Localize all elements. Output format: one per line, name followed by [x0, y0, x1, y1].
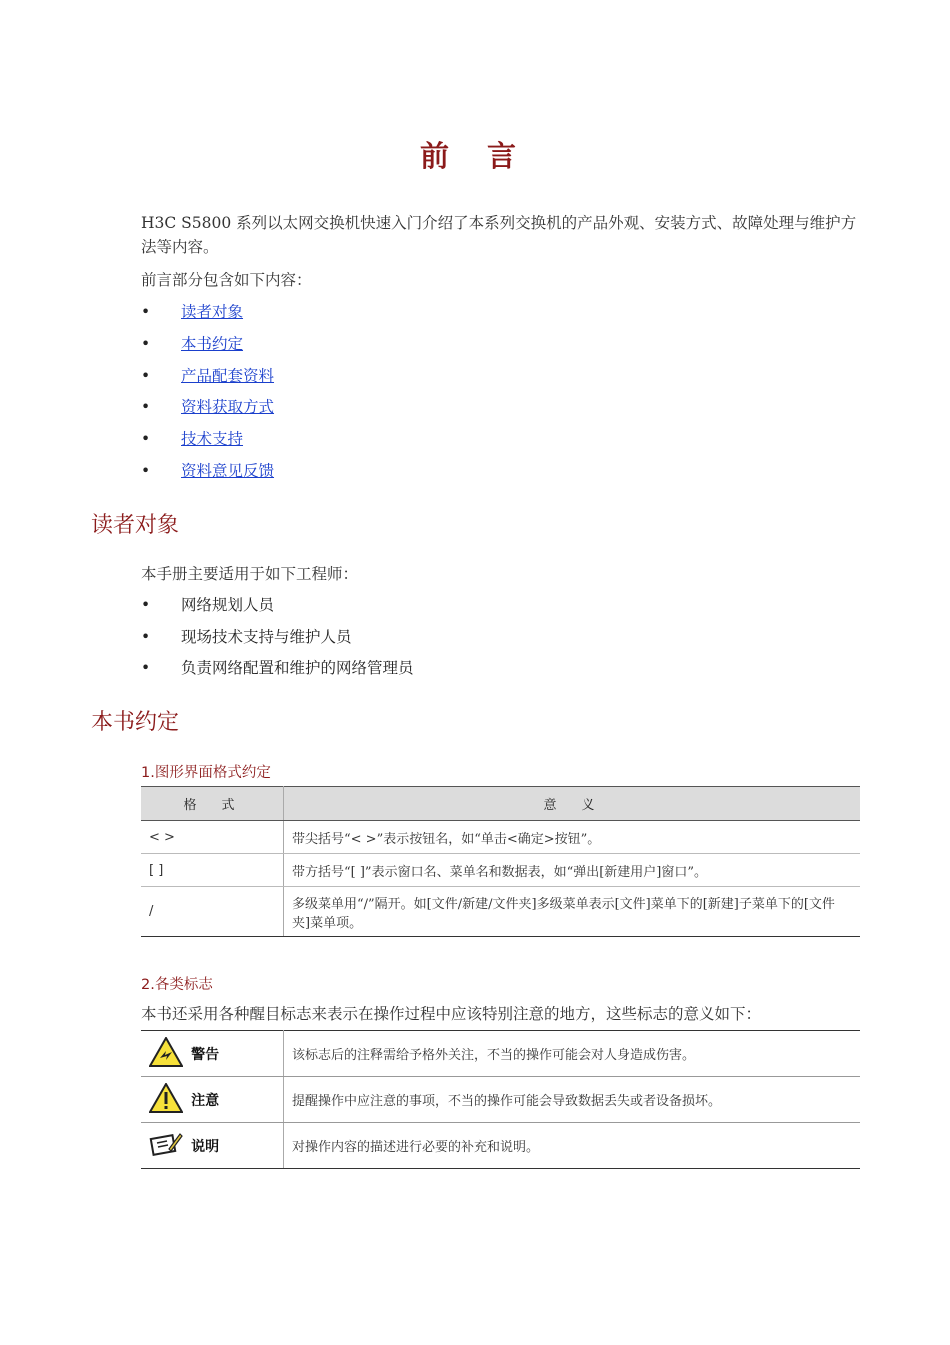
intro-lead: 前言部分包含如下内容：	[141, 271, 312, 289]
table-row	[141, 887, 860, 937]
sign-text: 对操作内容的描述进行必要的补充和说明。	[284, 1123, 861, 1169]
page-title: 前 言	[419, 139, 531, 173]
sign-label: 说明	[191, 1138, 220, 1155]
section-heading-readers: 读者对象	[91, 513, 180, 538]
toc-link[interactable]: 产品配套资料	[181, 367, 275, 385]
table-row	[141, 854, 860, 887]
table-row	[141, 1077, 860, 1123]
signs-table	[141, 1030, 860, 1169]
signs-lead: 本书还采用各种醒目标志来表示在操作过程中应该特别注意的地方，这些标志的意义如下：	[141, 1005, 762, 1023]
intro-paragraph: H3C S5800 系列以太网交换机快速入门介绍了本系列交换机的产品外观、安装方式、故障处理与维护方法等内容。	[141, 214, 857, 256]
table-header: 意 义	[284, 787, 861, 821]
table-cell: 多级菜单用“/”隔开。如[文件/新建/文件夹]多级菜单表示[文件]菜单下的[新建]子菜单下的[文件夹]菜单项。	[284, 887, 861, 937]
toc-link[interactable]: 技术支持	[181, 430, 244, 448]
toc-link[interactable]: 本书约定	[181, 335, 244, 353]
subheading-gui: 1.图形界面格式约定	[141, 765, 271, 781]
toc-link[interactable]: 读者对象	[181, 303, 244, 321]
reader-item-text: 现场技术支持与维护人员	[181, 628, 352, 646]
table-row	[141, 821, 860, 854]
subheading-signs: 2.各类标志	[141, 977, 213, 993]
warning-icon	[149, 1037, 183, 1071]
table-row	[141, 1031, 860, 1077]
sign-text: 提醒操作中应注意的事项，不当的操作可能会导致数据丢失或者设备损坏。	[284, 1077, 861, 1123]
sign-text: 该标志后的注释需给予格外关注，不当的操作可能会对人身造成伤害。	[284, 1031, 861, 1077]
sign-label: 注意	[191, 1092, 220, 1109]
reader-item-text: 负责网络配置和维护的网络管理员	[181, 659, 414, 677]
note-icon	[149, 1129, 183, 1163]
table-cell: /	[141, 887, 284, 937]
table-cell: 带方括号“[ ]”表示窗口名、菜单名和数据表，如“弹出[新建用户]窗口”。	[284, 854, 861, 887]
table-cell: [ ]	[141, 854, 284, 887]
toc-link[interactable]: 资料获取方式	[181, 398, 275, 416]
table-row	[141, 1123, 860, 1169]
table-header: 格 式	[141, 787, 284, 821]
caution-icon	[149, 1083, 183, 1117]
section-heading-conventions: 本书约定	[91, 710, 180, 735]
table-cell: 带尖括号“< >”表示按钮名，如“单击<确定>按钮”。	[284, 821, 861, 854]
toc-link[interactable]: 资料意见反馈	[181, 462, 275, 480]
reader-item-text: 网络规划人员	[181, 596, 275, 614]
table-cell: < >	[141, 821, 284, 854]
sign-label: 警告	[191, 1046, 220, 1063]
readers-lead: 本手册主要适用于如下工程师：	[141, 565, 359, 583]
gui-format-table	[141, 786, 860, 937]
